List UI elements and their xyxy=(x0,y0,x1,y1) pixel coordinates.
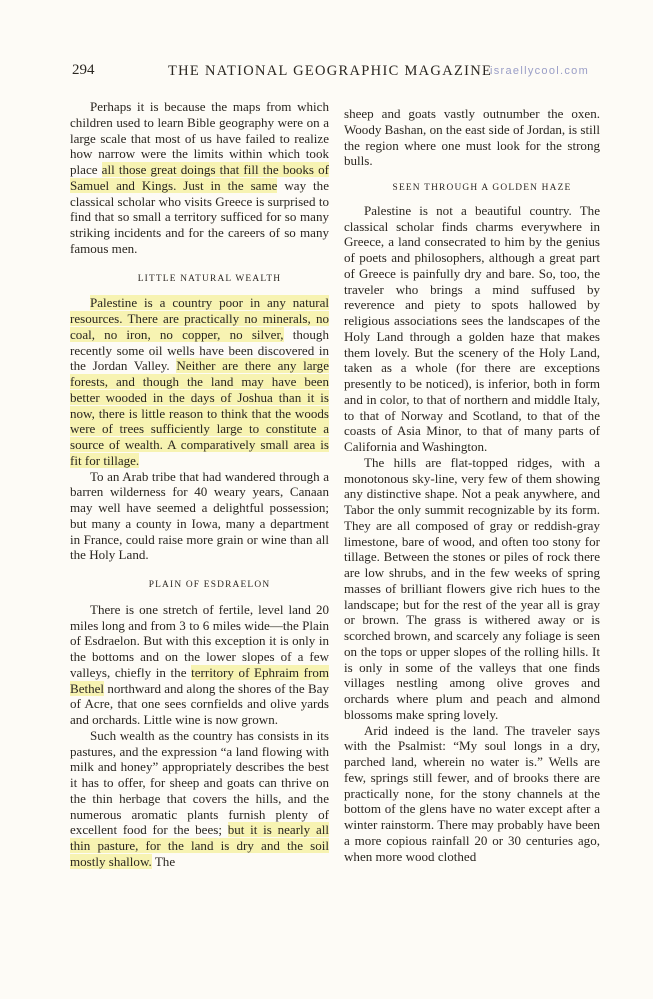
paragraph: Perhaps it is because the maps from which children used to learn Bible geography were on a large scale that most of us have failed to realize how narrow were the limits within which took place all those great doings that fill the books of Samuel and Kings. Just in the same way the classical scholar who visits Greece is surprised to find that so small a territory sufficed for so many striking incidents and for the careers of so many famous men. xyxy=(70,99,329,256)
paragraph: Arid indeed is the land. The traveler says with the Psalmist: “My soul longs in a dry, parched land, wherein no water is.” Wells are few, springs still fewer, and of brooks there are practically none, for the stony channels at the bottom of the glens have no water except after a winter rainstorm. There may probably have been a more copious rainfall 20 or 30 centuries ago, when more wood clothed xyxy=(344,722,600,864)
paragraph: Such wealth as the country has consists in its pastures, and the expression “a land flowing with milk and honey” appropriately describes the best it has to offer, for sheep and goats can thrive on the thin herbage that covers the hills, and the numerous aromatic plants furnish plenty of excellent food for the bees; but it is nearly all thin pasture, for the land is dry and the soil mostly shallow. The xyxy=(70,727,329,869)
page-number: 294 xyxy=(72,62,95,78)
highlight: but it is nearly all thin pasture, for the land is dry and the soil mostly shallow. xyxy=(70,822,329,869)
watermark: israellycool.com xyxy=(490,65,590,77)
section-heading: SEEN THROUGH A GOLDEN HAZE xyxy=(392,183,572,193)
highlight: Neither are there any large forests, and though the land may have been better wooded in the days of Joshua than it is now, there is little reason to think that the woods were of trees sufficiently large to constitute a source of wealth. A comparatively small area is fit for tillage. xyxy=(70,358,329,468)
highlight: Palestine is a country poor in any natural resources. There are practically no minerals, no coal, no iron, no copper, no silver, xyxy=(70,295,329,342)
paragraph: sheep and goats vastly outnumber the oxen. Woody Bashan, on the east side of Jordan, is still the region where one must look for the strong bulls. xyxy=(344,106,600,169)
section-heading: PLAIN OF ESDRAELON xyxy=(148,580,271,590)
paragraph: The hills are flat-topped ridges, with a monotonous sky-line, very few of them showing any distinctive shape. Not a peak anywhere, and Tabor the only summit recognizable by its form. They are all composed of gray or reddish-gray limestone, bare of wood, and often too stony for tillage. Between the stones or piles of rock there are low shrubs, and in the few weeks of spring masses of brilliant flowers give rich hues to the landscape; but for the rest of the year all is gray or brown. The grass is withered away or is scorched brown, and scarcely any foliage is seen on the tops or upper slopes of the rolling hills. It is only in some of the valleys that one finds villages nestling among olive groves and orchards where plum and peach and almond blossoms make spring lovely. xyxy=(344,454,600,722)
paragraph: Palestine is a country poor in any natural resources. There are practically no minerals, no coal, no iron, no copper, no silver, though recently some oil wells have been discovered in the Jordan Valley. Neither are there any large forests, and though the land may have been better wooded in the days of Joshua than it is now, there is little reason to think that the woods were of trees sufficiently large to constitute a source of wealth. A comparatively small area is fit for tillage. xyxy=(70,295,329,468)
highlight: all those great doings that fill the books of Samuel and Kings. Just in the same xyxy=(70,162,329,193)
paragraph: To an Arab tribe that had wandered through a barren wilderness for 40 weary years, Canaan may well have seemed a delightful possession; but many a county in Iowa, many a department in France, could raise more grain or wine than all the Holy Land. xyxy=(70,468,329,563)
highlight: territory of Ephraim from Bethel xyxy=(70,664,329,696)
paragraph: There is one stretch of fertile, level land 20 miles long and from 3 to 6 miles wide—the Plain of Esdraelon. But with this exception it is only in the bottoms and on the lower slopes of a few valleys, chiefly in the territory of Ephraim from Bethel northward and along the shores of the Bay of Acre, that one sees cornfields and olive yards and orchards. Little wine is now grown. xyxy=(70,601,329,727)
paragraph: Palestine is not a beautiful country. The classical scholar finds charms everywhere in Greece, a land consecrated to him by the genius of poets and philosophers, although a great part of Greece is painfully dry and bare. So, too, the traveler who brings a mind suffused by reverence and piety to spots hallowed by religious associations sees the landscapes of the Holy Land through a golden haze that makes them lovely. But the scenery of the Holy Land, taken as a whole (for there are exceptions presently to be noticed), is inferior, both in form and in color, to that of northern and middle Italy, to that of Norway and Scotland, to that of the coasts of Asia Minor, to that of many parts of California and Washington. xyxy=(344,202,600,454)
section-heading: LITTLE NATURAL WEALTH xyxy=(137,273,282,284)
running-title: THE NATIONAL GEOGRAPHIC MAGAZINE xyxy=(168,63,493,79)
left-column xyxy=(70,99,329,870)
right-column xyxy=(344,106,600,864)
